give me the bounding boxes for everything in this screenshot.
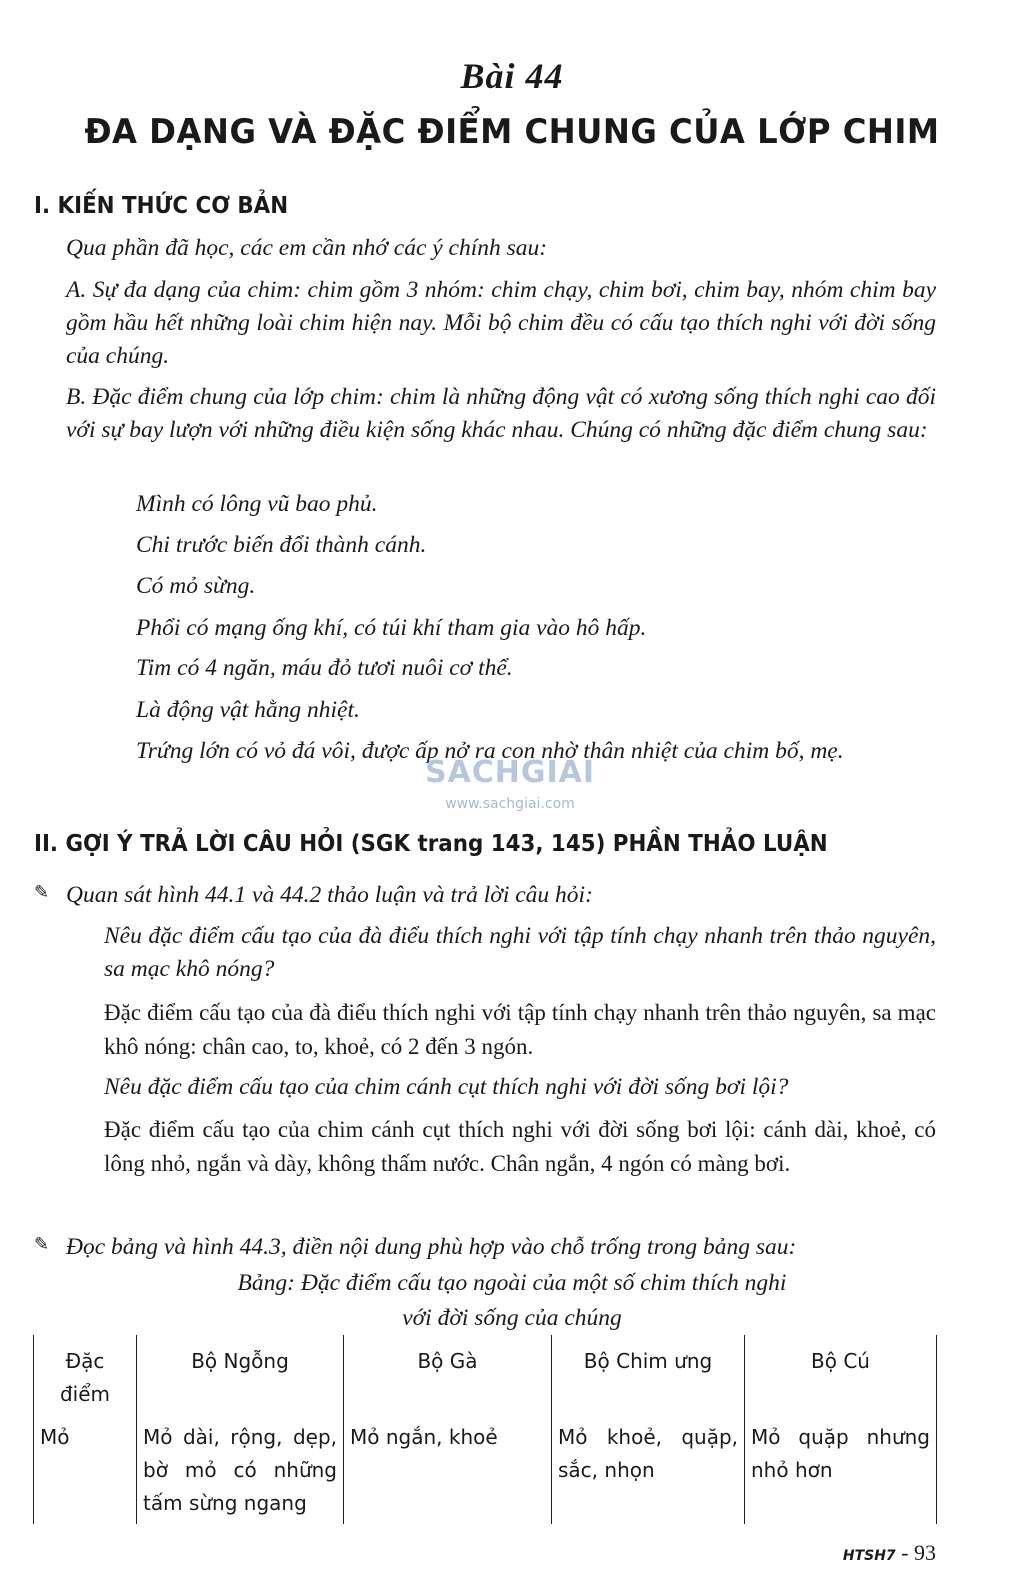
question-ostrich: Nêu đặc điểm cấu tạo của đà điểu thích nghi với tập tính chạy nhanh trên thảo nguyên, sa mạc khô nóng? [104,923,936,982]
paragraph-b: B. Đặc điểm chung của lớp chim: chim là những động vật có xương sống thích nghi cao đối với sự bay lượn với những điều kiện sống khác nhau. Chúng có những đặc điểm chung sau: [66,384,936,443]
page-number: 93 [914,1540,936,1565]
page-footer [843,1540,936,1566]
section-heading-basic-knowledge: I. KIẾN THỨC CƠ BẢN [34,193,289,219]
pencil-icon: ✎ [34,1234,50,1255]
table-cell: Mỏ quặp nhưng nhỏ hơn [745,1417,937,1524]
table-cell: Mỏ dài, rộng, dẹp, bờ mỏ có những tấm sừng ngang [137,1417,344,1524]
task-observe: Quan sát hình 44.1 và 44.2 thảo luận và trả lời câu hỏi: [66,882,593,908]
table-cell: Mỏ ngắn, khoẻ [344,1417,552,1524]
table-cell: Mỏ [34,1417,137,1524]
page-title: ĐA DẠNG VÀ ĐẶC ĐIỂM CHUNG CỦA LỚP CHIM [84,112,940,152]
answer-ostrich: Đặc điểm cấu tạo của đà điểu thích nghi với tập tính chạy nhanh trên thảo nguyên, sa mạc khô nóng: chân cao, to, khoẻ, có 2 đến 3 ngón. [104,1000,936,1059]
table-header-cell: Đặc điểm [34,1335,137,1417]
pencil-icon: ✎ [34,882,50,903]
book-code: HTSH7 [842,1548,896,1564]
table-cell: Mỏ khoẻ, quặp, sắc, nhọn [552,1417,745,1524]
task-table: Đọc bảng và hình 44.3, điền nội dung phù hợp vào chỗ trống trong bảng sau: [66,1234,797,1260]
table-header-row [34,1335,937,1417]
table-caption: với đời sống của chúng [402,1305,622,1331]
table-header-cell: Bộ Cú [745,1335,937,1417]
answer-penguin: Đặc điểm cấu tạo của chim cánh cụt thích nghi với đời sống bơi lội: cánh dài, khoẻ, có lông nhỏ, ngắn và dày, không thấm nước. Chân ngắn, 4 ngón có màng bơi. [104,1117,936,1176]
footer-separator: - [901,1540,909,1565]
table-header-cell: Bộ Ngỗng [137,1335,344,1417]
table-header-cell: Bộ Gà [344,1335,552,1417]
feature-item: Là động vật hằng nhiệt. [136,697,360,723]
paragraph-a: A. Sự đa dạng của chim: chim gồm 3 nhóm: chim chạy, chim bơi, chim bay, nhóm chim bay gồm hầu hết những loài chim hiện nay. Mỗi bộ chim đều có cấu tạo thích nghi với đời sống của chúng. [66,277,936,369]
feature-item: Có mỏ sừng. [136,573,256,599]
table-row [34,1417,937,1524]
feature-item: Phổi có mạng ống khí, có túi khí tham gia vào hô hấp. [136,615,647,641]
question-penguin: Nêu đặc điểm cấu tạo của chim cánh cụt thích nghi với đời sống bơi lội? [104,1074,789,1100]
watermark-logo: SACHGIAI [424,755,596,790]
feature-item: Mình có lông vũ bao phủ. [136,491,378,517]
section-intro: Qua phần đã học, các em cần nhớ các ý chính sau: [66,235,548,261]
lesson-number: Bài 44 [460,56,564,96]
table-header-cell: Bộ Chim ưng [552,1335,745,1417]
feature-item: Trứng lớn có vỏ đá vôi, được ấp nở ra con nhờ thân nhiệt của chim bố, mẹ. [136,738,844,764]
feature-item: Tim có 4 ngăn, máu đỏ tươi nuôi cơ thể. [136,655,513,681]
table-caption: Bảng: Đặc điểm cấu tạo ngoài của một số chim thích nghi [237,1270,787,1296]
section-heading-answers: II. GỢI Ý TRẢ LỜI CÂU HỎI (SGK trang 143, 145) PHẦN THẢO LUẬN [34,831,828,857]
feature-item: Chi trước biến đổi thành cánh. [136,532,427,558]
watermark-url: www.sachgiai.com [445,796,575,812]
bird-features-table [33,1335,937,1524]
watermark [400,755,620,812]
